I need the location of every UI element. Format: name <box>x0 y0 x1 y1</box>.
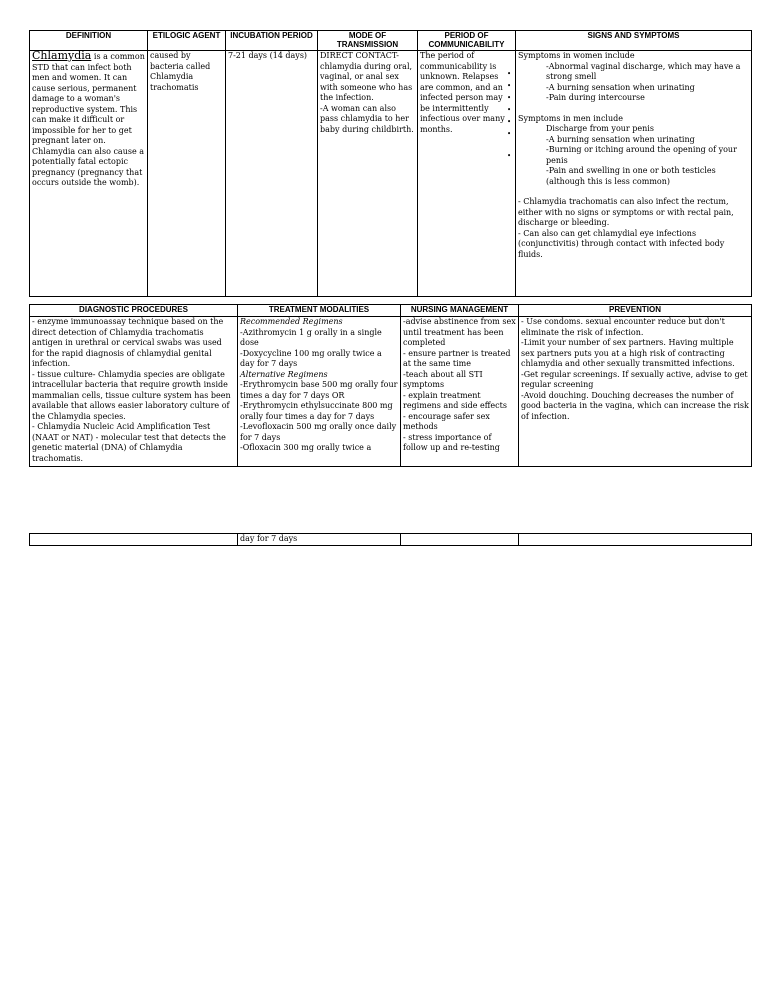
women-symptom-discharge: -Abnormal vaginal discharge, which may have a strong smell <box>546 61 741 81</box>
disease-overview-table <box>29 30 752 297</box>
men-symptom-discharge: Discharge from your penis <box>546 124 654 133</box>
communicability-cell: The period of communicability is unknown. Relapses are common, and an infected person may be intermittently infectious over many months. <box>418 51 516 297</box>
nursing-abstinence: -advise abstinence from sex until treatment has been completed <box>403 317 516 347</box>
header-period-of-communicability: PERIOD OF COMMUNICABILITY <box>418 31 516 51</box>
signs-eye: - Can also can get chlamydial eye infections (conjunctivitis) through contact with infected body fluids. <box>518 228 725 259</box>
bullet: • <box>507 70 512 78</box>
header-diagnostic-procedures: DIAGNOSTIC PROCEDURES <box>30 305 238 317</box>
prevention-cell <box>519 317 752 467</box>
signs-rectum: - Chlamydia trachomatis can also infect the rectum, either with no signs or symptoms or with rectal pain, discharge or bleeding. <box>518 197 734 227</box>
continuation-empty-cell <box>519 534 752 546</box>
nursing-partner: - ensure partner is treated at the same time <box>403 348 511 368</box>
prevention-partners: -Limit your number of sex partners. Having multiple sex partners puts you at a high risk of contracting chlamydia and other sexually transmitted infections. <box>521 338 735 368</box>
prevention-screening: -Get regular screenings. If sexually active, advise to get regular screening <box>521 369 748 389</box>
treatment-doxycycline: -Doxycycline 100 mg orally twice a day for 7 days <box>240 348 382 368</box>
treatment-levofloxacin: -Levofloxacin 500 mg orally once daily for 7 days <box>240 422 397 442</box>
bullet: • <box>507 82 512 90</box>
diagnostic-naat: - Chlamydia Nucleic Acid Amplification Test (NAAT or NAT) - molecular test that detects the genetic material (DNA) of Chlamydia trachomatis. <box>32 422 226 463</box>
bullet: • <box>507 118 512 126</box>
nursing-safer-sex: - encourage safer sex methods <box>403 411 490 431</box>
header-etiologic-agent: ETILOGIC AGENT <box>148 31 226 51</box>
header-definition: DEFINITION <box>30 31 148 51</box>
recommended-label: Recommended Regimens <box>240 317 343 326</box>
definition-cell <box>30 51 148 297</box>
diagnostic-cell <box>30 317 238 467</box>
header-treatment-modalities: TREATMENT MODALITIES <box>238 305 401 317</box>
header-incubation-period: INCUBATION PERIOD <box>226 31 318 51</box>
transmission-direct: DIRECT CONTACT- chlamydia during oral, vaginal, or anal sex with someone who has the infection. <box>320 51 413 102</box>
continuation-empty-cell <box>401 534 519 546</box>
prevention-douching: -Avoid douching. Douching decreases the number of good bacteria in the vagina, which can increase the risk of infection. <box>521 390 749 421</box>
header-mode-of-transmission: MODE OF TRANSMISSION <box>318 31 418 51</box>
incubation-cell: 7-21 days (14 days) <box>226 51 318 297</box>
definition-text: is a common STD that can infect both men and women. It can cause serious, permanent damage to a woman's reproductive system. This can make it difficult or impossible for her to get pregnant later on. Chlamydia can also cause a potentially fatal ectopic pregnancy (pregnancy that occurs outside the womb). <box>32 52 145 187</box>
nursing-follow-up: - stress importance of follow up and re-testing <box>403 432 500 452</box>
women-symptom-pain: -Pain during intercourse <box>546 93 645 102</box>
header-signs-and-symptoms: SIGNS AND SYMPTOMS <box>516 31 752 51</box>
men-symptom-burning: -A burning sensation when urinating <box>546 134 695 144</box>
treatment-azithromycin: -Azithromycin 1 g orally in a single dose <box>240 327 382 347</box>
etiologic-cell: caused by bacteria called Chlamydia trachomatis <box>148 51 226 297</box>
transmission-cell <box>318 51 418 297</box>
bullet: • <box>507 152 512 160</box>
continuation-empty-cell <box>30 534 238 546</box>
bullet: • <box>507 94 512 102</box>
women-symptom-burning: -A burning sensation when urinating <box>546 82 695 92</box>
nursing-explain: - explain treatment regimens and side effects <box>403 390 507 410</box>
diagnostic-eia: - enzyme immunoassay technique based on the direct detection of Chlamydia trachomatis antigen in urethral or cervical swabs was used for the rapid diagnosis of chlamydial genital infection. <box>32 317 224 368</box>
bullet: • <box>507 130 512 138</box>
treatment-cell <box>238 317 401 467</box>
nursing-teach: -teach about all STI symptoms <box>403 369 483 389</box>
signs-cell <box>516 51 752 297</box>
header-nursing-management: NURSING MANAGEMENT <box>401 305 519 317</box>
women-intro: Symptoms in women include <box>518 51 635 60</box>
nursing-cell <box>401 317 519 467</box>
bullet-column <box>507 68 515 162</box>
continuation-table <box>29 533 752 546</box>
definition-title: Chlamydia <box>32 49 92 62</box>
management-table <box>29 304 752 467</box>
continuation-treatment: day for 7 days <box>238 534 401 546</box>
diagnostic-tissue-culture: - tissue culture- Chlamydia species are obligate intracellular bacteria that require growth inside mammalian cells, tissue culture system has been available that allows easier laboratory culture of the Chlamydia species. <box>32 369 231 421</box>
header-prevention: PREVENTION <box>519 305 752 317</box>
alternative-label: Alternative Regimens <box>240 369 328 379</box>
treatment-erythromycin-base: -Erythromycin base 500 mg orally four times a day for 7 days OR <box>240 380 398 400</box>
women-symptom <box>518 62 749 83</box>
men-intro: Symptoms in men include <box>518 113 623 123</box>
treatment-ofloxacin: -Ofloxacin 300 mg orally twice a <box>240 443 372 452</box>
prevention-condoms: - Use condoms. sexual encounter reduce but don't eliminate the risk of infection. <box>521 317 725 337</box>
men-symptom-swelling: -Pain and swelling in one or both testicles (although this is less common) <box>546 166 716 186</box>
men-symptom-itching: -Burning or itching around the opening of your penis <box>546 145 737 165</box>
bullet: • <box>507 106 512 114</box>
treatment-erythromycin-ethyl: -Erythromycin ethylsuccinate 800 mg orally four times a day for 7 days <box>240 401 393 421</box>
transmission-childbirth: -A woman can also pass chlamydia to her baby during childbirth. <box>320 103 414 134</box>
